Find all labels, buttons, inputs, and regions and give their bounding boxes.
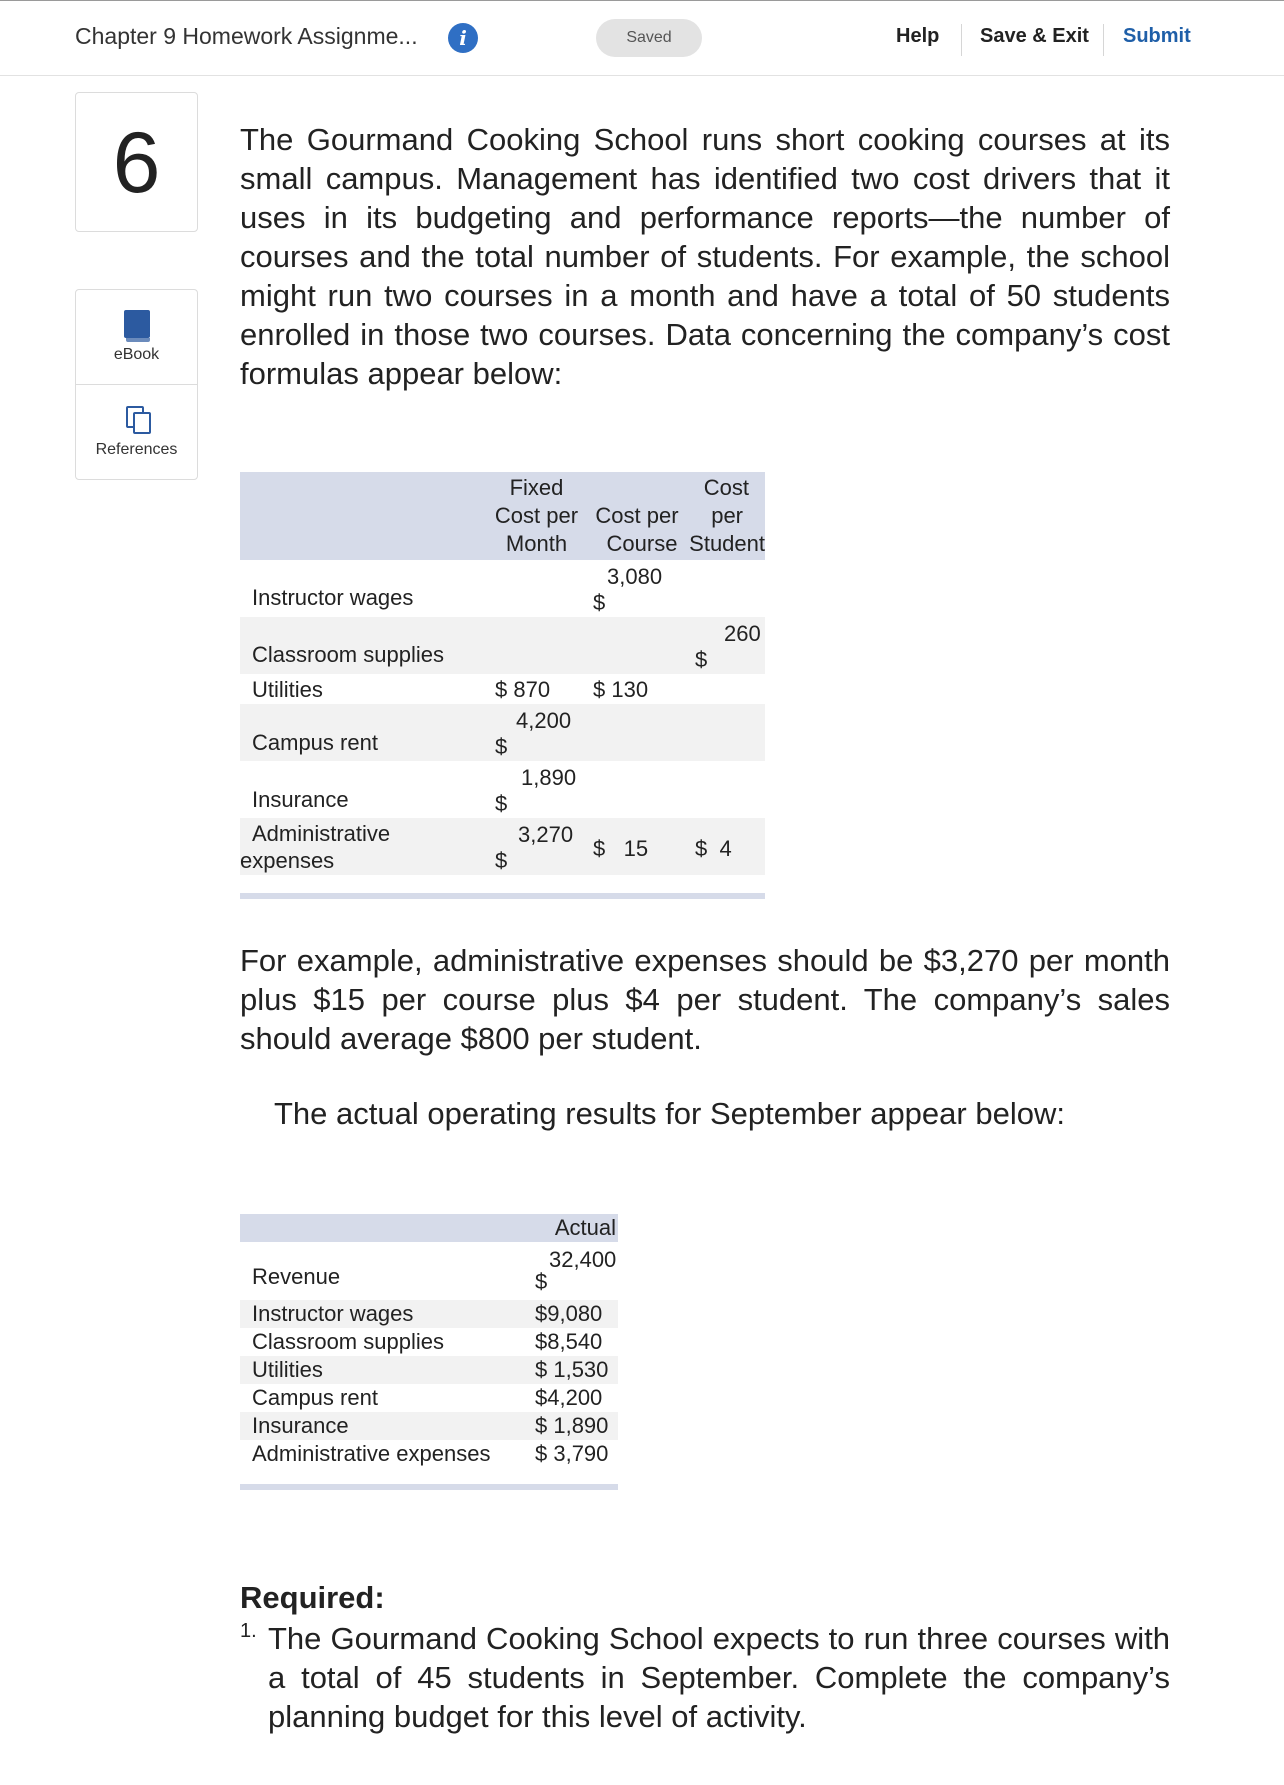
info-icon[interactable]: i (448, 23, 478, 53)
admin-fixed-cost: 3,270 (518, 821, 574, 847)
help-button[interactable]: Help (896, 25, 940, 47)
utilities-fixed-cost: 870 (513, 676, 551, 702)
table-row: Instructor wages $ 3,080 (240, 560, 765, 617)
row-value: $ 1,890 (523, 1412, 618, 1440)
table-row (240, 1328, 618, 1356)
references-label: References (95, 441, 178, 458)
top-bar (0, 0, 1284, 76)
row-label: Instructor wages (240, 560, 485, 617)
row-value: $4,200 (523, 1384, 618, 1412)
header-fixed-cost: Fixed Cost per Month (485, 472, 588, 560)
row-value: $ 3,790 (523, 1440, 618, 1468)
header-actual: Actual (523, 1214, 618, 1242)
table-row (240, 1356, 618, 1384)
cost-formula-table (240, 472, 765, 899)
book-icon (124, 310, 150, 338)
instructor-course-cost: 3,080 (607, 563, 663, 589)
tools-panel (75, 289, 198, 480)
row-value: $9,080 (523, 1300, 618, 1328)
row-value: $8,540 (523, 1328, 618, 1356)
table-row: Revenue $ 32,400 (240, 1242, 618, 1300)
table-row: Utilities $ 870 $ 130 (240, 674, 765, 704)
row-label: Administrative expenses (240, 818, 485, 875)
question-number: 6 (112, 115, 161, 211)
required-item-text: The Gourmand Cooking School expects to run three courses with a total of 45 students in September. Complete the company’s planning budget for this level of activity. (268, 1621, 1170, 1734)
table-row: Administrative expenses $ 3,270 $ 15 $ 4 (240, 818, 765, 875)
header-divider (1103, 24, 1104, 56)
row-value: $ 1,530 (523, 1356, 618, 1384)
copy-icon (124, 404, 152, 434)
utilities-course-cost: 130 (611, 676, 649, 702)
table-row: Campus rent $ 4,200 (240, 704, 765, 761)
saved-status-badge: Saved (596, 19, 702, 57)
row-label: Instructor wages (240, 1300, 523, 1328)
row-label: Classroom supplies (240, 617, 485, 674)
row-label: Utilities (240, 1356, 523, 1384)
row-label: Insurance (240, 1412, 523, 1440)
header-cost-per-course: Cost per Course (588, 472, 686, 560)
insurance-fixed-cost: 1,890 (521, 764, 577, 790)
save-exit-button[interactable]: Save & Exit (980, 25, 1089, 47)
row-label: Classroom supplies (240, 1328, 523, 1356)
header-cost-per-student: Cost per Student (686, 472, 765, 560)
references-button[interactable] (76, 385, 197, 480)
table-row (240, 1300, 618, 1328)
actual-results-table (240, 1214, 618, 1490)
table-header-blank (240, 472, 485, 560)
revenue-value: 32,400 (549, 1247, 617, 1272)
admin-student-cost: 4 (719, 836, 732, 861)
row-label: Campus rent (240, 1384, 523, 1412)
header-divider (961, 24, 962, 56)
table-row: Insurance $ 1,890 (240, 761, 765, 818)
supplies-student-cost: 260 (724, 620, 761, 646)
submit-button[interactable]: Submit (1123, 25, 1191, 47)
ebook-button[interactable] (76, 290, 197, 385)
table-row (240, 1384, 618, 1412)
row-label: Utilities (240, 674, 485, 704)
rent-fixed-cost: 4,200 (516, 707, 572, 733)
required-item-number: 1. (240, 1620, 257, 1642)
assignment-title[interactable]: Chapter 9 Homework Assignme... (75, 23, 418, 49)
admin-course-cost: 15 (623, 836, 649, 861)
actual-results-intro: The actual operating results for September appear below: (274, 1096, 1065, 1131)
question-intro-text: The Gourmand Cooking School runs short cooking courses at its small campus. Management has identified two cost drivers that it uses in its budgeting and performance reports—the number of courses and the total number of students. For example, the school might run two courses in a month and have a total of 50 students enrolled in those two courses. Data concerning the company’s cost formulas appear below: (240, 122, 1170, 391)
required-heading: Required: (240, 1580, 385, 1615)
table-row (240, 1412, 618, 1440)
row-label: Campus rent (240, 704, 485, 761)
row-label: Insurance (240, 761, 485, 818)
table-row: Classroom supplies $ 260 (240, 617, 765, 674)
revenue-label: Revenue (240, 1242, 523, 1300)
example-text: For example, administrative expenses should be $3,270 per month plus $15 per course plus $4 per student. The company’s sales should average $800 per student. (240, 943, 1170, 1056)
ebook-label: eBook (113, 346, 160, 363)
row-label: Administrative expenses (240, 1440, 523, 1468)
question-number-box (75, 92, 198, 232)
table-row (240, 1440, 618, 1468)
